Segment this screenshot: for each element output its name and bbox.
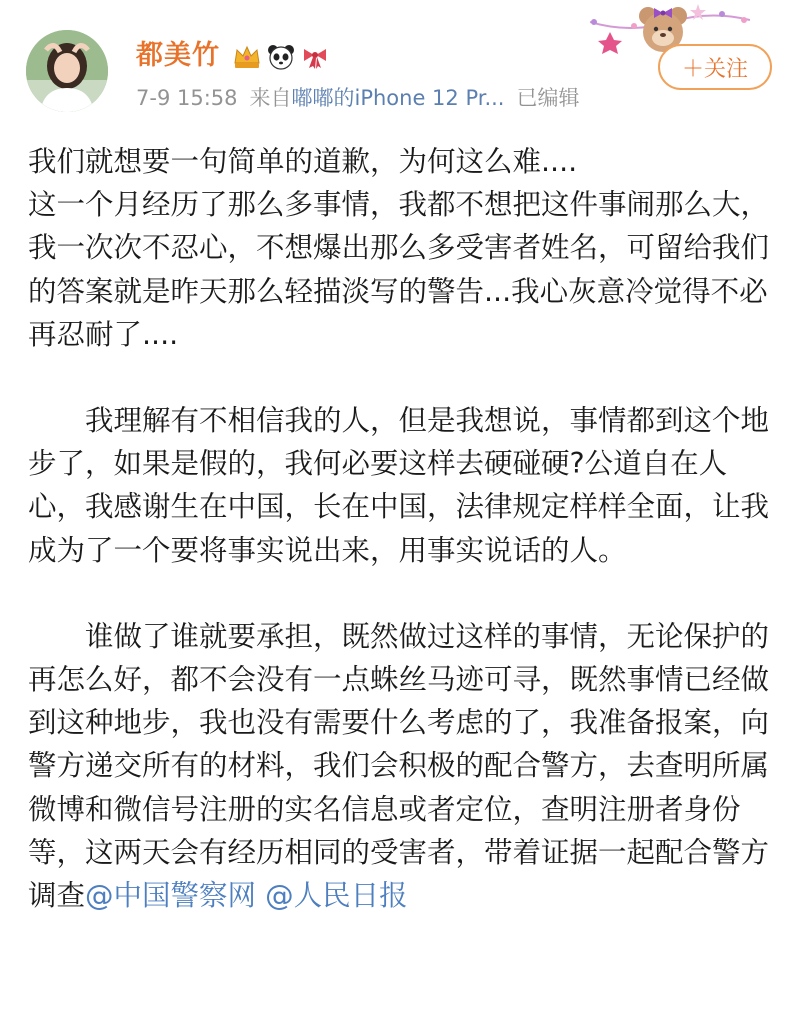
post-paragraph-3: 我理解有不相信我的人，但是我想说，事情都到这个地步了，如果是假的，我何必要这样去硬碰硬?公道自在人心，我感谢生在中国，长在中国，法律规定样样全面，让我成为了一个要将事实说出来，用事实说话的人。 — [28, 404, 770, 567]
post-source[interactable]: 嘟嘟的iPhone 12 Pr... — [291, 86, 505, 110]
panda-badge-icon[interactable] — [266, 42, 296, 72]
avatar[interactable] — [26, 30, 108, 112]
post-time: 7-9 15:58 — [136, 86, 238, 110]
post-paragraph-1: 我们就想要一句简单的道歉，为何这么难.... — [28, 145, 578, 178]
crown-badge-icon[interactable] — [232, 42, 262, 72]
author-badges — [232, 42, 330, 72]
post-paragraph-2: 这一个月经历了那么多事情，我都不想把这件事闹那么大，我一次次不忍心，不想爆出那么多受害者姓名，可留给我们的答案就是昨天那么轻描淡写的警告...我心灰意冷觉得不必再忍耐了.... — [28, 188, 770, 351]
ribbon-badge-icon[interactable] — [300, 42, 330, 72]
source-prefix: 来自 — [249, 86, 292, 110]
edited-label[interactable]: 已编辑 — [516, 86, 580, 110]
post-paragraph-4-text: 谁做了谁就要承担，既然做过这样的事情，无论保护的再怎么好，都不会没有一点蛛丝马迹可寻，既然事情已经做到这种地步，我也没有需要什么考虑的了，我准备报案，向警方递交所有的材料，我们会积极的配合警方，去查明所属微博和微信号注册的实名信息或者定位，查明注册者身份等，这两天会有经历相同的受害者，带着证据一起配合警方调查 — [28, 619, 770, 913]
post-paragraph-4 — [28, 615, 773, 917]
follow-button[interactable]: ＋关注 — [658, 44, 772, 90]
post-meta — [136, 84, 579, 112]
avatar-image — [26, 30, 108, 112]
mention-link[interactable]: @人民日报 — [265, 879, 408, 913]
mention-link[interactable]: @中国警察网 — [85, 879, 257, 913]
author-name[interactable]: 都美竹 — [136, 40, 220, 71]
post-content — [28, 140, 773, 917]
